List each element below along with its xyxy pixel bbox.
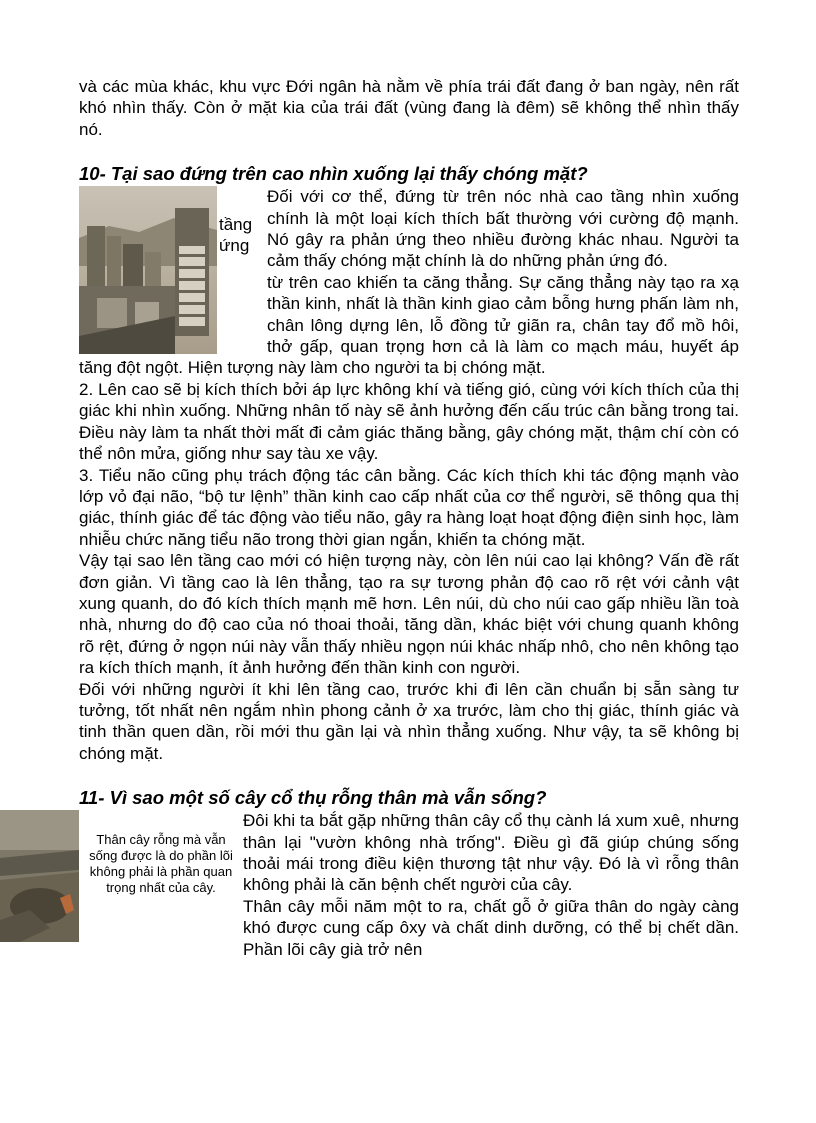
tree-figure — [0, 810, 243, 942]
aside-word-ung: ứng — [219, 236, 250, 256]
aside-word-tang: tầng — [219, 215, 253, 235]
intro-paragraph: và các mùa khác, khu vực Đới ngân hà nằm về phía trái đất đang ở ban ngày, nên rất khó nhìn thấy. Còn ở mặt kia của trái đất (vùng đang là đêm) sẽ không thể nhìn thấy nó. — [79, 77, 739, 139]
section-10-heading: 10- Tại sao đứng trên cao nhìn xuống lại thấy chóng mặt? — [79, 163, 588, 185]
section-10-paragraph-5: Vậy tại sao lên tầng cao mới có hiện tượng này, còn lên núi cao lại không? Vấn đề rất đơn giản. Vì tầng cao là lên thẳng, tạo ra sự tương phản độ cao rõ rệt với cảnh vật xung quanh, do đó kích thích mạnh mẽ hơn. Lên núi, dù cho núi cao gấp nhiều lần toà nhà, nhưng do độ cao của nó thoai thoải, tăng dần, khác biệt với chung quanh không rõ rệt, đứng ở ngọn núi này vẫn thấy nhiều ngọn núi khác nhấp nhô, cho nên không tạo ra kích thích mạnh, ít ảnh hưởng đến thần kinh con người. — [79, 551, 739, 678]
city-figure — [79, 186, 263, 354]
document-page — [79, 76, 739, 960]
section-10-paragraph-4: 3. Tiểu não cũng phụ trách động tác cân bằng. Các kích thích khi tác động mạnh vào lớp vỏ đại não, “bộ tư lệnh” thần kinh cao cấp nhất của cơ thể người, sẽ thông qua thị giác, thính giác để tác động vào tiểu não, gây ra hàng loạt hoạt động điện sinh học, làm nhiễu chức năng tiểu não trong thời gian ngắn, khiến ta chóng mặt. — [79, 465, 739, 549]
section-11-paragraph-2: Thân cây mỗi năm một to ra, chất gỗ ở giữa thân do ngày càng khó được cung cấp ôxy và chất dinh dưỡng, có thể bị chết dần. Phần lõi cây già trở nên — [243, 896, 739, 959]
section-10-paragraph-2: từ trên cao khiến ta căng thẳng. Sự căng thẳng này tạo ra xạ thần kinh, nhất là thần kinh giao cảm bỗng hưng phấn làm nh, chân lông dựng lên, lỗ đồng tử giãn ra, chân tay đổ mồ hôi, thở gấp, quan trọng hơn cả là làm co mạch máu, huyết áp tăng đột ngột. Hiện tượng này làm cho người ta bị chóng mặt. — [79, 272, 739, 378]
section-10-paragraph-6: Đối với những người ít khi lên tầng cao, trước khi đi lên cần chuẩn bị sẵn sàng tư tưởng, tốt nhất nên ngắm nhìn phong cảnh ở xa trước, làm cho thị giác, thính giác và tinh thần quen dần, rồi mới thu gần lại và nhìn thẳng xuống. Như vậy, ta sẽ không bị chóng mặt. — [79, 679, 739, 763]
section-11-heading: 11- Vì sao một số cây cổ thụ rỗng thân mà vẫn sống? — [79, 787, 547, 809]
section-11-paragraph-1: Đôi khi ta bắt gặp những thân cây cổ thụ cành lá xum xuê, nhưng thân lại "vườn không nhà trống". Điều gì đã giúp chúng sống thoải mái trong điều kiện thương tật như vậy. Đó là vì rỗng thân không phải là căn bệnh chết người của cây. — [243, 811, 739, 895]
section-10-paragraph-3: 2. Lên cao sẽ bị kích thích bởi áp lực không khí và tiếng gió, cùng với kích thích của thị giác khi nhìn xuống. Những nhân tố này sẽ ảnh hưởng đến cấu trúc cân bằng trong tai. Điều này làm ta nhất thời mất đi cảm giác thăng bằng, gây chóng mặt, thậm chí còn có thể nôn mửa, giống như say tàu xe vậy. — [79, 379, 739, 464]
hollow-tree-photo — [0, 810, 79, 942]
city-skyline-photo — [79, 186, 217, 354]
city-figure-aside — [219, 214, 252, 256]
tree-photo-caption: Thân cây rỗng mà vẫn sống được là do phần lõi không phải là phần quan trọng nhất của cây. — [89, 832, 233, 896]
section-10-paragraph-1: Đối với cơ thể, đứng từ trên nóc nhà cao tầng nhìn xuống chính là một loại kích thích bất thường với cường độ mạnh. Nó gây ra phản ứng theo nhiều đường khác nhau. Người ta cảm thấy chóng mặt chính là do những phản ứng đó. — [267, 187, 739, 271]
